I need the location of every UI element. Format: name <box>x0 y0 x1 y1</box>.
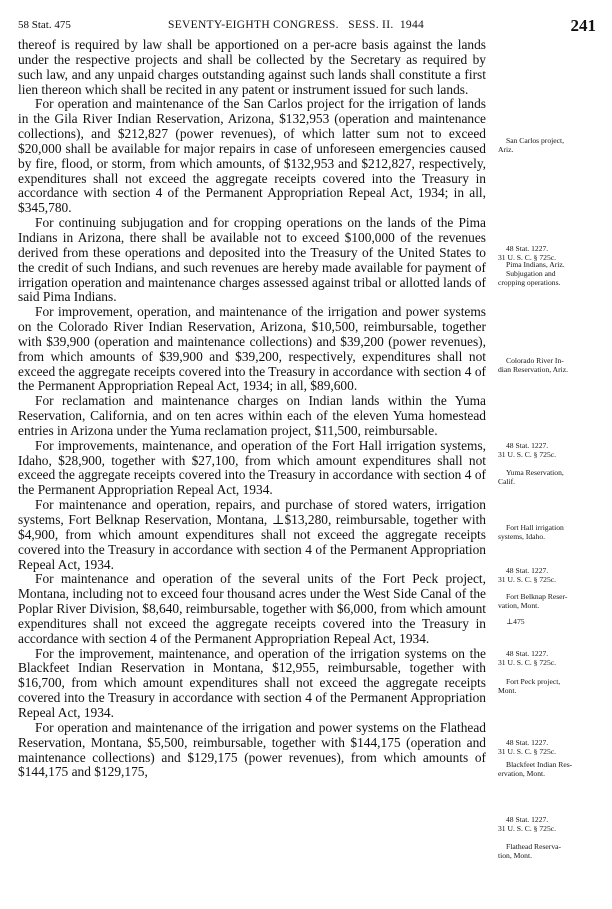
paragraph-fort-peck: For maintenance and operation of the several units of the Fort Peck project, Montana, including not to exceed four thousand acres under the West Side Canal of the Poplar River Division, $8,640, reimbursable, together with $6,000, from which amount expenditures shall not exceed the aggregate receipts covered into the Treasury in accordance with section 4 of the Permanent Appropriation Repeal Act, 1934. <box>18 571 486 646</box>
margin-note-fort-peck: Fort Peck project, Mont. <box>498 677 561 695</box>
page-header <box>18 16 596 38</box>
margin-note-citation: 48 Stat. 1227. 31 U. S. C. § 725c. <box>498 649 557 667</box>
margin-note-citation: 48 Stat. 1227. 31 U. S. C. § 725c. <box>498 738 557 756</box>
paragraph-colorado-river: For improvement, operation, and maintenance of the irrigation and power systems on the Colorado River Indian Reservation, Arizona, $10,500, reimbursable, together with $39,900 (operation and maintenance collections) and $39,200 (power revenues), from which amounts of $39,900 and $39,200, respectively, expenditures shall not exceed the aggregate receipts covered into the Treasury in accordance with section 4 of the Permanent Appropriation Repeal Act, 1934; in all, $89,600. <box>18 304 486 394</box>
margin-note-citation: 48 Stat. 1227. 31 U. S. C. § 725c. <box>498 441 557 459</box>
statute-body <box>18 38 486 780</box>
margin-note-san-carlos: San Carlos project, Ariz. <box>498 136 564 154</box>
year-label: 1944 <box>399 19 425 31</box>
margin-note-citation: 48 Stat. 1227. 31 U. S. C. § 725c. <box>498 815 557 833</box>
running-head <box>168 19 424 31</box>
paragraph-blackfeet: For the improvement, maintenance, and operation of the irrigation systems on the Blackfeet Indian Reservation in Montana, $12,955, reimbursable, together with $16,700, from which amount expenditures shall not exceed the aggregate receipts covered into the Treasury in accordance with section 4 of the Permanent Appropriation Repeal Act, 1934. <box>18 645 486 720</box>
paragraph-continuation: thereof is required by law shall be apportioned on a per-acre basis against the lands under the respective projects and shall be collected by the Secretary as required by such law, and any unpaid charges outstanding against such lands shall constitute a first lien thereon which shall be recited in any patent or instrument issued for such lands. <box>18 37 486 97</box>
paragraph-pima: For continuing subjugation and for cropping operations on the lands of the Pima Indians in Arizona, there shall be available not to exceed $100,000 of the revenues derived from these operations and deposited into the Treasury of the United States to the credit of such Indians, and such revenues are hereby made available for payment of irrigation operation and maintenance charges assessed against tribal or allotted lands of said Pima Indians. <box>18 215 486 305</box>
stat-reference: 58 Stat. 475 <box>18 19 71 31</box>
congress-title: SEVENTY-EIGHTH CONGRESS. <box>168 19 339 31</box>
margin-note-blackfeet: Blackfeet Indian Res- ervation, Mont. <box>498 760 573 778</box>
margin-note-flathead: Flathead Reserva- tion, Mont. <box>498 842 562 860</box>
paragraph-flathead: For operation and maintenance of the irrigation and power systems on the Flathead Reservation, Montana, $5,500, reimbursable, together with $144,175 (operation and maintenance collections) and $129,175 (power revenues), from which amounts of $144,175 and $129,175, <box>18 719 486 780</box>
paragraph-yuma: For reclamation and maintenance charges on Indian lands within the Yuma Reservation, California, and on ten acres within each of the eleven Yuma homestead entries in Arizona under the Yuma reclamation project, $11,500, reimbursable. <box>18 393 486 438</box>
margin-note-colorado-river: Colorado River In- dian Reservation, Ariz. <box>498 356 569 374</box>
paragraph-fort-belknap: For maintenance and operation, repairs, and purchase of stored waters, irrigation systems, Fort Belknap Reservation, Montana, ⊥$13,280, reimbursable, together with $4,900, from which amount expenditures shall not exceed the aggregate receipts covered into the Treasury in accordance with section 4 of the Permanent Appropriation Repeal Act, 1934. <box>18 497 486 572</box>
margin-note-citation: 48 Stat. 1227. 31 U. S. C. § 725c. <box>498 566 557 584</box>
session-label: SESS. II. <box>348 19 394 31</box>
paragraph-fort-hall: For improvements, maintenance, and operation of the Fort Hall irrigation systems, Idaho, $28,900, together with $27,100, from which amount expenditures shall not exceed the aggregate receipts covered into the Treasury in accordance with section 4 of the Permanent Appropriation Repeal Act, 1934. <box>18 437 486 498</box>
margin-note-pima: Pima Indians, Ariz. Subjugation and cropping operations. <box>498 260 565 287</box>
paragraph-san-carlos: For operation and maintenance of the San Carlos project for the irrigation of lands in the Gila River Indian Reservation, Arizona, $132,953 (operation and maintenance collections), and $212,827 (power revenues), of which latter sum not to exceed $20,000 shall be available for major repairs in case of unforeseen emergencies caused by fire, flood, or storm, from which amounts, of $132,953 and $212,827, respectively, expenditures shall not exceed the aggregate receipts covered into the Treasury in accordance with section 4 of the Permanent Appropriation Repeal Act, 1934; in all, $345,780. <box>18 96 486 216</box>
margin-note-fort-belknap: Fort Belknap Reser- vation, Mont. <box>498 592 568 610</box>
margin-note-fort-hall: Fort Hall irrigation systems, Idaho. <box>498 523 564 541</box>
margin-note-citation: 48 Stat. 1227. 31 U. S. C. § 725c. <box>498 244 557 262</box>
page-number: 241 <box>570 16 596 35</box>
margin-note-page-marker: ⊥475 <box>506 617 525 626</box>
margin-note-yuma: Yuma Reservation, Calif. <box>498 468 564 486</box>
